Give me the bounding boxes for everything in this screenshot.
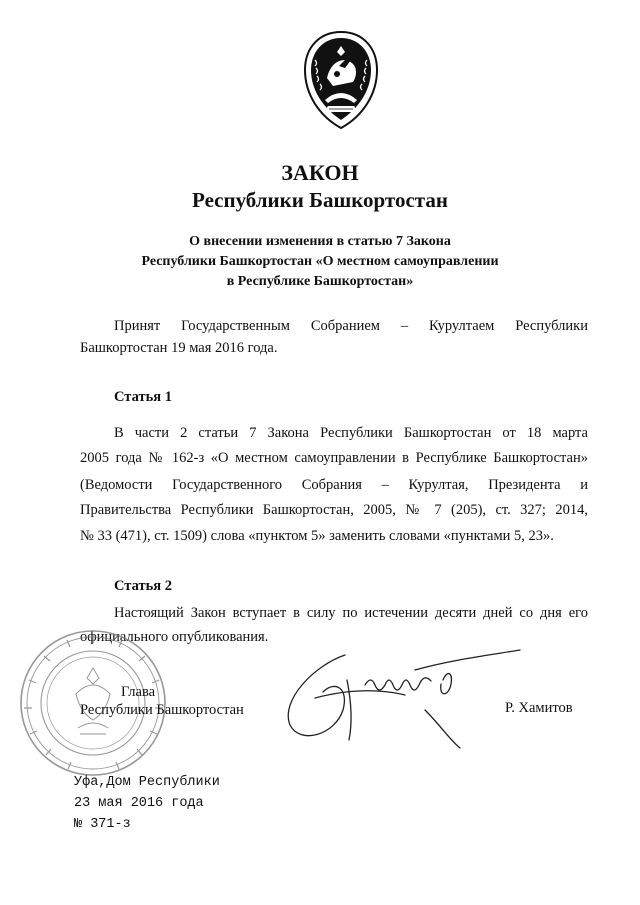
article-1-line: Правительства Республики Башкортостан, 2005, № 7 (205), ст. 327; 2014, — [80, 502, 588, 518]
subject-line: в Республике Башкортостан» — [226, 274, 414, 289]
document-footer — [74, 772, 220, 835]
signatory-title-line: Республики Башкортостан — [80, 702, 244, 718]
article-2-line: Настоящий Закон вступает в силу по истечении десяти дней со дня его — [114, 605, 588, 621]
footer-date: 23 мая 2016 года — [74, 796, 204, 811]
article-1-heading: Статья 1 — [114, 389, 172, 405]
footer-number: № 371-з — [74, 817, 131, 832]
law-title: ЗАКОН — [281, 160, 359, 185]
coat-of-arms-emblem — [303, 30, 379, 130]
article-1-line: 2005 года № 162-з «О местном самоуправлении в Республике Башкортостан» — [80, 450, 588, 466]
subject-line: О внесении изменения в статью 7 Закона — [189, 234, 451, 249]
article-2-line: официального опубликования. — [80, 629, 269, 645]
article-1-line: В части 2 статьи 7 Закона Республики Башкортостан от 18 марта — [114, 425, 588, 441]
adoption-line: Башкортостан 19 мая 2016 года. — [80, 340, 278, 356]
handwritten-signature — [275, 640, 535, 750]
signatory-title-line: Глава — [121, 684, 156, 700]
article-2-heading: Статья 2 — [114, 578, 172, 594]
signatory-name: Р. Хамитов — [505, 700, 573, 716]
law-subtitle: Республики Башкортостан — [192, 188, 448, 212]
article-1-line: (Ведомости Государственного Собрания – Курултая, Президента и — [80, 477, 588, 493]
footer-place: Уфа,Дом Республики — [74, 775, 220, 790]
law-subject — [0, 232, 640, 292]
subject-line: Республики Башкортостан «О местном самоуправлении — [141, 254, 499, 269]
adoption-line: Принят Государственным Собранием – Курултаем Республики — [114, 318, 588, 334]
article-1-line: № 33 (471), ст. 1509) слова «пунктом 5» заменить словами «пунктами 5, 23». — [80, 528, 554, 544]
